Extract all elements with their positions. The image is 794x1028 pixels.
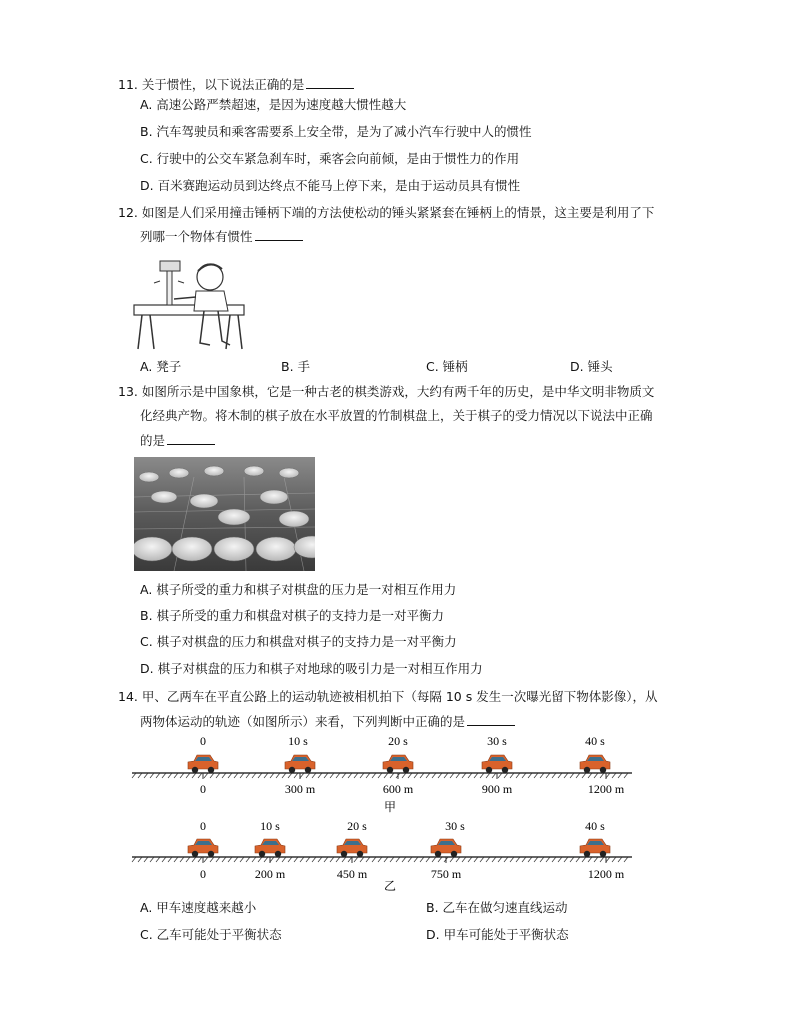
distance-label-jia-2: 600 m — [382, 782, 414, 796]
q13-option-c[interactable]: C. 棋子对棋盘的压力和棋盘对棋子的支持力是一对平衡力 — [140, 634, 457, 649]
car-yi-1 — [255, 839, 285, 857]
time-label-yi-4: 40 s — [585, 819, 605, 833]
q14-option-d[interactable]: D. 甲车可能处于平衡状态 — [426, 927, 569, 942]
car-yi-3 — [431, 839, 461, 857]
car-jia-3 — [482, 755, 512, 773]
motion-track-diagram — [128, 732, 648, 892]
car-yi-2 — [337, 839, 367, 857]
car-jia-0 — [188, 755, 218, 773]
q13-stem-line1: 13. 如图所示是中国象棋，它是一种古老的棋类游戏，大约有两千年的历史，是中华文明非物质文 — [118, 384, 655, 399]
q11-option-b[interactable]: B. 汽车驾驶员和乘客需要系上安全带，是为了减小汽车行驶中人的惯性 — [140, 124, 532, 139]
track-yi — [132, 819, 632, 892]
car-jia-4 — [580, 755, 610, 773]
time-label-jia-4: 40 s — [585, 734, 605, 748]
car-yi-0 — [188, 839, 218, 857]
distance-label-yi-4: 1200 m — [587, 867, 625, 881]
distance-label-jia-1: 300 m — [284, 782, 316, 796]
q11-option-d[interactable]: D. 百米赛跑运动员到达终点不能马上停下来，是由于运动员具有惯性 — [140, 178, 521, 193]
distance-label-yi-1: 200 m — [254, 867, 286, 881]
time-label-jia-1: 10 s — [288, 734, 308, 748]
q13-stem-line3: 的是 — [140, 432, 215, 449]
track-label-yi: 乙 — [383, 879, 397, 892]
hammer-illustration — [130, 253, 248, 353]
q14-stem-line2: 两物体运动的轨迹（如图所示）来看，下列判断中正确的是 — [140, 713, 515, 730]
distance-label-jia-4: 1200 m — [587, 782, 625, 796]
car-jia-1 — [285, 755, 315, 773]
distance-label-yi-2: 450 m — [336, 867, 368, 881]
q12-option-b[interactable]: B. 手 — [281, 359, 311, 374]
q14-option-c[interactable]: C. 乙车可能处于平衡状态 — [140, 927, 282, 942]
distance-label-jia-3: 900 m — [481, 782, 513, 796]
q12-option-c[interactable]: C. 锤柄 — [426, 359, 468, 374]
time-label-yi-1: 10 s — [260, 819, 280, 833]
chess-photo — [134, 457, 315, 571]
car-jia-2 — [383, 755, 413, 773]
q12-option-a[interactable]: A. 凳子 — [140, 359, 182, 374]
time-label-jia-0: 0 — [200, 734, 206, 748]
q14-stem-line1: 14. 甲、乙两车在平直公路上的运动轨迹被相机拍下（每隔 10 s 发生一次曝光留下物体影像），从 — [118, 689, 658, 704]
track-label-jia: 甲 — [383, 800, 397, 814]
time-label-yi-0: 0 — [200, 819, 206, 833]
time-label-yi-2: 20 s — [347, 819, 367, 833]
car-yi-4 — [580, 839, 610, 857]
q11-option-c[interactable]: C. 行驶中的公交车紧急刹车时，乘客会向前倾，是由于惯性力的作用 — [140, 151, 520, 166]
q11-option-a[interactable]: A. 高速公路严禁超速，是因为速度越大惯性越大 — [140, 97, 407, 112]
q12-option-d[interactable]: D. 锤头 — [570, 359, 613, 374]
time-label-jia-2: 20 s — [388, 734, 408, 748]
time-label-jia-3: 30 s — [487, 734, 507, 748]
q14-option-a[interactable]: A. 甲车速度越来越小 — [140, 900, 257, 915]
q12-stem-line1: 12. 如图是人们采用撞击锤柄下端的方法使松动的锤头紧紧套在锤柄上的情景，这主要是利用了下 — [118, 205, 655, 220]
distance-label-jia-0: 0 — [200, 782, 206, 796]
q13-option-d[interactable]: D. 棋子对棋盘的压力和棋子对地球的吸引力是一对相互作用力 — [140, 661, 483, 676]
q13-option-a[interactable]: A. 棋子所受的重力和棋子对棋盘的压力是一对相互作用力 — [140, 582, 457, 597]
q11-stem: 11. 关于惯性，以下说法正确的是 — [118, 76, 354, 93]
q14-option-b[interactable]: B. 乙车在做匀速直线运动 — [426, 900, 568, 915]
distance-label-yi-0: 0 — [200, 867, 206, 881]
time-label-yi-3: 30 s — [445, 819, 465, 833]
q13-option-b[interactable]: B. 棋子所受的重力和棋盘对棋子的支持力是一对平衡力 — [140, 608, 445, 623]
distance-label-yi-3: 750 m — [430, 867, 462, 881]
q12-stem-line2: 列哪一个物体有惯性 — [140, 228, 303, 245]
q13-stem-line2: 化经典产物。将木制的棋子放在水平放置的竹制棋盘上，关于棋子的受力情况以下说法中正确 — [140, 408, 653, 423]
